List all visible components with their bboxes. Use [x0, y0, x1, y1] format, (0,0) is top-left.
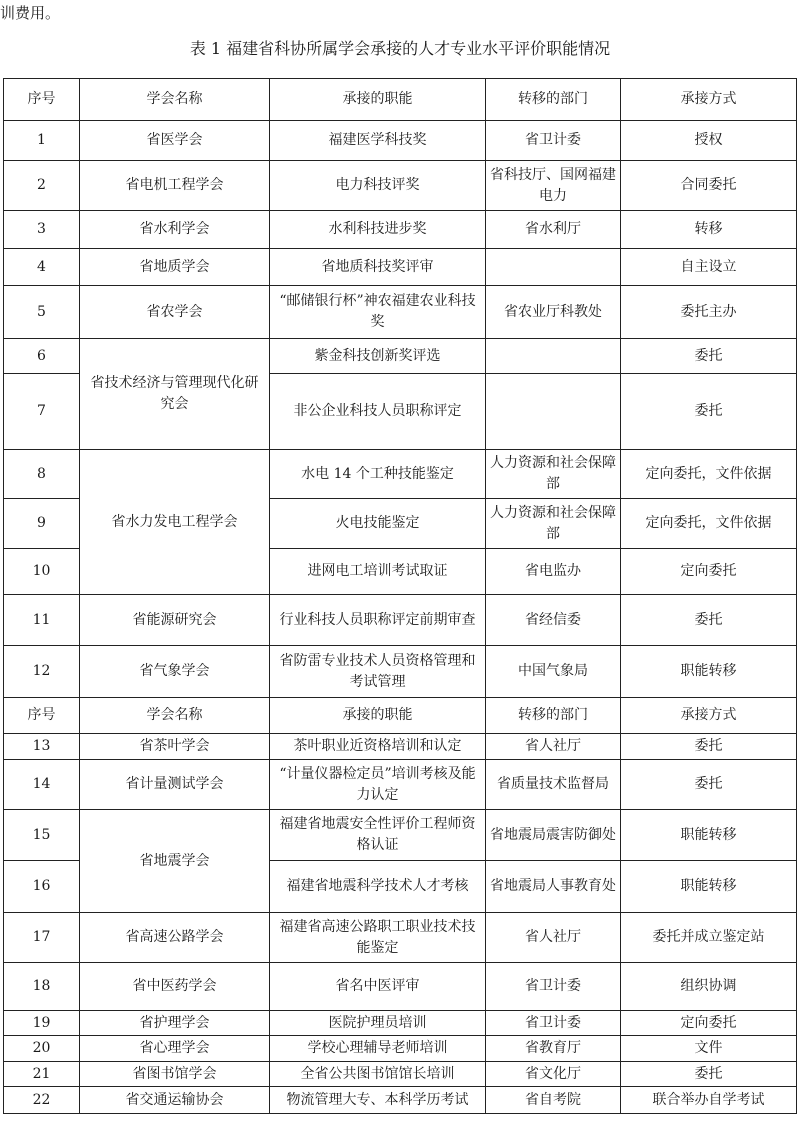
row-number: 16: [4, 861, 80, 913]
function-cell: 茶叶职业近资格培训和认定: [270, 734, 486, 760]
row-number: 13: [4, 734, 80, 760]
society-name: 省计量测试学会: [80, 760, 270, 810]
society-name: 省能源研究会: [80, 595, 270, 646]
mode-cell: 定向委托: [621, 549, 797, 595]
mode-cell: 组织协调: [621, 963, 797, 1011]
society-name: 省电机工程学会: [80, 161, 270, 211]
row-number: 21: [4, 1062, 80, 1087]
department-cell: 省科技厅、国网福建电力: [486, 161, 621, 211]
header-cell: 转移的部门: [486, 79, 621, 121]
header-cell: 承接方式: [621, 79, 797, 121]
department-cell: 省地震局震害防御处: [486, 810, 621, 861]
function-cell: 非公企业科技人员职称评定: [270, 374, 486, 450]
row-number: 11: [4, 595, 80, 646]
society-name: 省心理学会: [80, 1036, 270, 1062]
table-row: [4, 913, 797, 963]
table-row: [4, 1011, 797, 1036]
mode-cell: 委托: [621, 339, 797, 374]
row-number: 7: [4, 374, 80, 450]
row-number: 6: [4, 339, 80, 374]
function-cell: 全省公共图书馆馆长培训: [270, 1062, 486, 1087]
table-row: [4, 646, 797, 698]
department-cell: 省自考院: [486, 1087, 621, 1114]
society-name: 省中医药学会: [80, 963, 270, 1011]
mode-cell: 职能转移: [621, 810, 797, 861]
mode-cell: 转移: [621, 211, 797, 249]
table-row: [4, 121, 797, 161]
function-cell: 福建省地震科学技术人才考核: [270, 861, 486, 913]
function-cell: 紫金科技创新奖评选: [270, 339, 486, 374]
row-number: 8: [4, 450, 80, 499]
function-cell: 水利科技进步奖: [270, 211, 486, 249]
society-name: 省技术经济与管理现代化研究会: [80, 339, 270, 450]
mode-cell: 合同委托: [621, 161, 797, 211]
table-row: [4, 286, 797, 339]
society-name: 省护理学会: [80, 1011, 270, 1036]
function-cell: 省防雷专业技术人员资格管理和考试管理: [270, 646, 486, 698]
department-cell: 省电监办: [486, 549, 621, 595]
header-cell: 转移的部门: [486, 698, 621, 734]
header-cell: 序号: [4, 698, 80, 734]
mode-cell: 委托: [621, 374, 797, 450]
header-cell: 承接方式: [621, 698, 797, 734]
table-row: [4, 595, 797, 646]
row-number: 5: [4, 286, 80, 339]
row-number: 18: [4, 963, 80, 1011]
table-row: [4, 249, 797, 286]
function-cell: 进网电工培训考试取证: [270, 549, 486, 595]
department-cell: [486, 339, 621, 374]
header-cell: 学会名称: [80, 698, 270, 734]
department-cell: 省教育厅: [486, 1036, 621, 1062]
society-name: 省交通运输协会: [80, 1087, 270, 1114]
society-name: 省水力发电工程学会: [80, 450, 270, 595]
table-caption: 表 1 福建省科协所属学会承接的人才专业水平评价职能情况: [189, 39, 611, 58]
table-row: [4, 339, 797, 374]
function-cell: 省地质科技奖评审: [270, 249, 486, 286]
society-name: 省农学会: [80, 286, 270, 339]
table-header-row: [4, 79, 797, 121]
department-cell: 人力资源和社会保障部: [486, 450, 621, 499]
table-header-row-repeat: [4, 698, 797, 734]
row-number: 17: [4, 913, 80, 963]
department-cell: [486, 249, 621, 286]
mode-cell: 委托: [621, 595, 797, 646]
table-row: [4, 450, 797, 499]
department-cell: 人力资源和社会保障部: [486, 499, 621, 549]
function-cell: “邮储银行杯”神农福建农业科技奖: [270, 286, 486, 339]
function-cell: 水电 14 个工种技能鉴定: [270, 450, 486, 499]
table-row: [4, 1062, 797, 1087]
society-name: 省气象学会: [80, 646, 270, 698]
function-cell: 医院护理员培训: [270, 1011, 486, 1036]
department-cell: 省卫计委: [486, 1011, 621, 1036]
table-row: [4, 1036, 797, 1062]
table-row: [4, 211, 797, 249]
row-number: 14: [4, 760, 80, 810]
department-cell: 省农业厅科教处: [486, 286, 621, 339]
function-cell: 学校心理辅导老师培训: [270, 1036, 486, 1062]
function-cell: 省名中医评审: [270, 963, 486, 1011]
function-cell: 福建医学科技奖: [270, 121, 486, 161]
society-name: 省水利学会: [80, 211, 270, 249]
mode-cell: 委托: [621, 1062, 797, 1087]
mode-cell: 委托: [621, 734, 797, 760]
society-name: 省医学会: [80, 121, 270, 161]
table-row: [4, 734, 797, 760]
function-cell: “计量仪器检定员”培训考核及能力认定: [270, 760, 486, 810]
header-cell: 承接的职能: [270, 79, 486, 121]
functions-table: [3, 78, 797, 1114]
mode-cell: 委托: [621, 760, 797, 810]
row-number: 22: [4, 1087, 80, 1114]
table-row: [4, 810, 797, 861]
header-cell: 学会名称: [80, 79, 270, 121]
header-cell: 序号: [4, 79, 80, 121]
society-name: 省图书馆学会: [80, 1062, 270, 1087]
mode-cell: 授权: [621, 121, 797, 161]
row-number: 12: [4, 646, 80, 698]
society-name: 省地震学会: [80, 810, 270, 913]
mode-cell: 定向委托，文件依据: [621, 499, 797, 549]
row-number: 2: [4, 161, 80, 211]
society-name: 省地质学会: [80, 249, 270, 286]
function-cell: 福建省地震安全性评价工程师资格认证: [270, 810, 486, 861]
mode-cell: 职能转移: [621, 861, 797, 913]
mode-cell: 联合举办自学考试: [621, 1087, 797, 1114]
department-cell: 省质量技术监督局: [486, 760, 621, 810]
function-cell: 电力科技评奖: [270, 161, 486, 211]
row-number: 9: [4, 499, 80, 549]
row-number: 19: [4, 1011, 80, 1036]
mode-cell: 定向委托，文件依据: [621, 450, 797, 499]
table-row: [4, 760, 797, 810]
table-row: [4, 161, 797, 211]
department-cell: 省卫计委: [486, 963, 621, 1011]
row-number: 1: [4, 121, 80, 161]
row-number: 10: [4, 549, 80, 595]
department-cell: 省文化厅: [486, 1062, 621, 1087]
row-number: 4: [4, 249, 80, 286]
function-cell: 物流管理大专、本科学历考试: [270, 1087, 486, 1114]
function-cell: 福建省高速公路职工职业技术技能鉴定: [270, 913, 486, 963]
department-cell: 省经信委: [486, 595, 621, 646]
mode-cell: 委托并成立鉴定站: [621, 913, 797, 963]
mode-cell: 职能转移: [621, 646, 797, 698]
department-cell: 省地震局人事教育处: [486, 861, 621, 913]
department-cell: 省水利厅: [486, 211, 621, 249]
row-number: 20: [4, 1036, 80, 1062]
department-cell: 中国气象局: [486, 646, 621, 698]
mode-cell: 自主设立: [621, 249, 797, 286]
department-cell: 省卫计委: [486, 121, 621, 161]
department-cell: 省人社厅: [486, 913, 621, 963]
header-cell: 承接的职能: [270, 698, 486, 734]
function-cell: 行业科技人员职称评定前期审查: [270, 595, 486, 646]
mode-cell: 文件: [621, 1036, 797, 1062]
table-row: [4, 1087, 797, 1114]
mode-cell: 委托主办: [621, 286, 797, 339]
function-cell: 火电技能鉴定: [270, 499, 486, 549]
table-row: [4, 963, 797, 1011]
society-name: 省茶叶学会: [80, 734, 270, 760]
row-number: 15: [4, 810, 80, 861]
department-cell: 省人社厅: [486, 734, 621, 760]
preceding-text: 训费用。: [0, 4, 61, 22]
society-name: 省高速公路学会: [80, 913, 270, 963]
department-cell: [486, 374, 621, 450]
mode-cell: 定向委托: [621, 1011, 797, 1036]
row-number: 3: [4, 211, 80, 249]
